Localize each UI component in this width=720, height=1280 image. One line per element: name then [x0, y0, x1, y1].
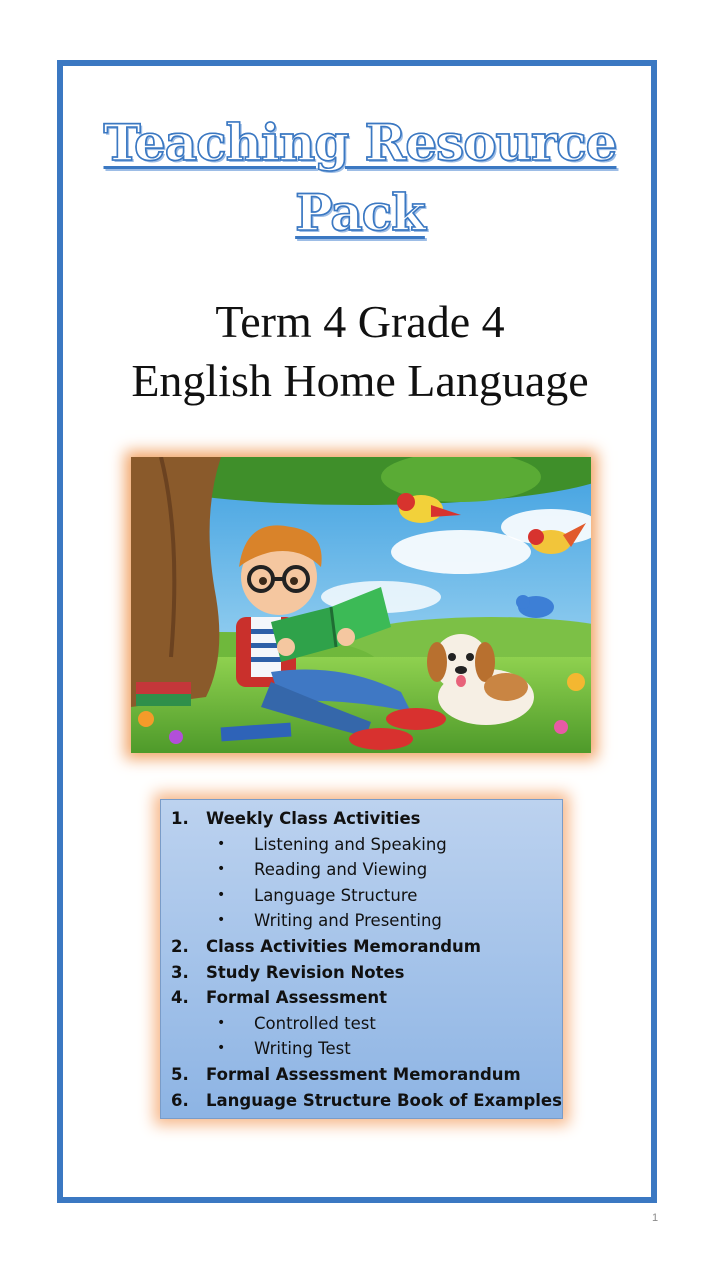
- contents-subitem-label: Controlled test: [254, 1013, 376, 1033]
- bullet-icon: •: [217, 912, 226, 929]
- contents-subitem-label: Reading and Viewing: [254, 860, 428, 880]
- subtitle-term-grade: Term 4 Grade 4: [215, 296, 505, 347]
- contents-subitem-label: Listening and Speaking: [254, 834, 447, 854]
- contents-item-number: 5.: [171, 1065, 189, 1084]
- contents-item-label: Formal Assessment: [206, 988, 388, 1008]
- contents-item-number: 4.: [171, 988, 189, 1008]
- title-line-2: Pack: [295, 183, 425, 242]
- contents-subitem-label: Writing Test: [254, 1039, 351, 1059]
- contents-item-number: 3.: [171, 962, 189, 982]
- contents-list: [160, 799, 563, 1119]
- bullet-icon: •: [217, 886, 226, 903]
- contents-item-label: Language Structure Book of Examples: [206, 1090, 562, 1110]
- contents-subitem-label: Writing and Presenting: [254, 911, 442, 931]
- contents-item-label: Weekly Class Activities: [206, 809, 421, 828]
- boy-reading-illustration: [131, 457, 591, 753]
- contents-item-number: 6.: [171, 1090, 189, 1110]
- cover-illustration: [131, 457, 591, 753]
- subtitle-subject: English Home Language: [131, 355, 589, 406]
- page-number: 1: [652, 1212, 659, 1224]
- title-line-1: Teaching Resource: [103, 113, 617, 172]
- bullet-icon: •: [217, 861, 226, 878]
- contents-item-label: Formal Assessment Memorandum: [206, 1065, 521, 1084]
- contents-item-number: 2.: [171, 937, 189, 956]
- contents-item-number: 1.: [171, 809, 189, 828]
- contents-subitem-label: Language Structure: [254, 885, 418, 905]
- bullet-icon: •: [217, 1040, 226, 1057]
- contents-item-label: Study Revision Notes: [206, 962, 405, 982]
- contents-item-label: Class Activities Memorandum: [206, 937, 481, 956]
- bullet-icon: •: [217, 835, 226, 852]
- bullet-icon: •: [217, 1014, 226, 1031]
